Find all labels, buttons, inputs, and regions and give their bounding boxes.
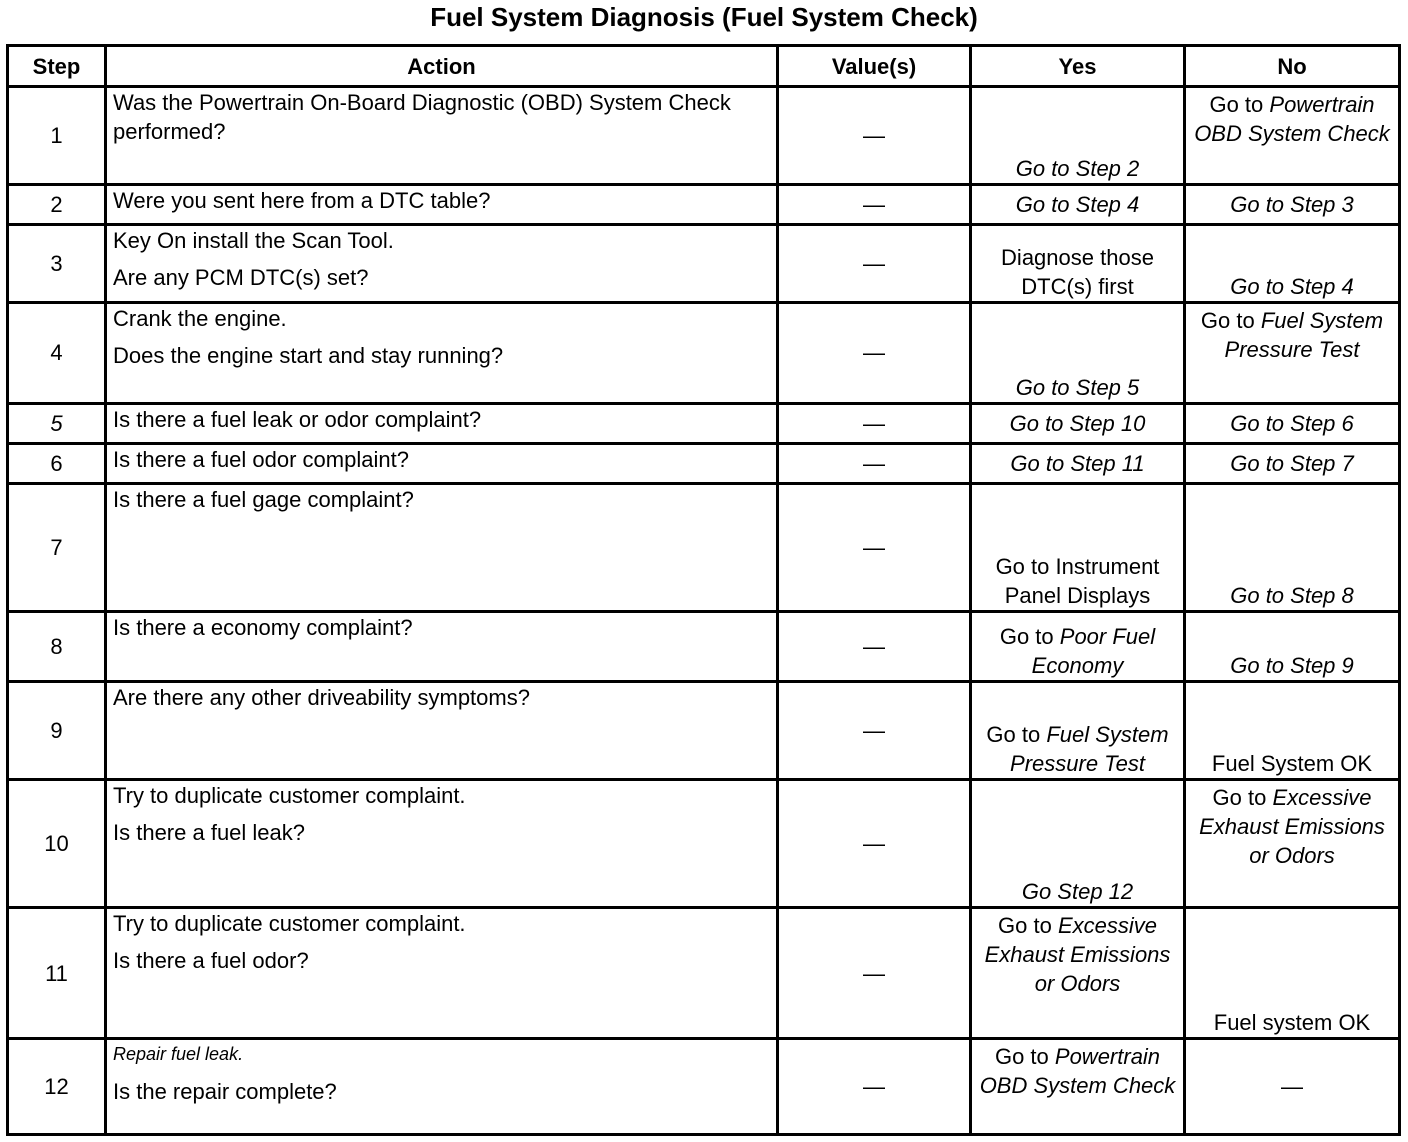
header-action: Action — [106, 46, 778, 87]
yes-text: Go to — [994, 1043, 1049, 1069]
no-cell — [1185, 185, 1400, 225]
no-cell — [1185, 87, 1400, 185]
no-cell — [1185, 780, 1400, 908]
yes-link: Go to Step 11 — [1010, 450, 1145, 476]
no-cell — [1185, 403, 1400, 443]
no-link: Excessive Exhaust Emissions or Odors — [1199, 785, 1385, 869]
value-cell: — — [778, 225, 971, 303]
yes-text: Go to Instrument Panel Displays — [995, 553, 1160, 608]
table-row — [8, 185, 1400, 225]
value-cell: — — [778, 611, 971, 681]
table-row — [8, 443, 1400, 483]
no-text: Go to — [1209, 92, 1264, 117]
yes-cell — [971, 443, 1185, 483]
table-row — [8, 403, 1400, 443]
yes-link: Go Step 12 — [1021, 879, 1134, 905]
table-row — [8, 780, 1400, 908]
diagnosis-table — [6, 44, 1401, 1136]
action-line: Was the Powertrain On-Board Diagnostic (OBD) System Check performed? — [113, 90, 731, 144]
action-cell — [106, 225, 778, 303]
value-cell: — — [778, 185, 971, 225]
no-link: Powertrain OBD System Check — [1194, 92, 1390, 146]
value-cell: — — [778, 780, 971, 908]
action-cell — [106, 87, 778, 185]
yes-cell — [971, 483, 1185, 611]
yes-cell — [971, 303, 1185, 403]
action-line: Is there a fuel odor complaint? — [113, 446, 409, 472]
value-cell: — — [778, 403, 971, 443]
step-number: 11 — [8, 908, 106, 1038]
yes-link: Powertrain OBD System Check — [979, 1043, 1176, 1098]
yes-text: Go to — [999, 624, 1054, 650]
yes-cell — [971, 185, 1185, 225]
table-row — [8, 87, 1400, 185]
no-cell — [1185, 682, 1400, 780]
yes-link: Excessive Exhaust Emissions or Odors — [984, 913, 1171, 997]
table-row — [8, 483, 1400, 611]
action-line: Does the engine start and stay running? — [113, 343, 504, 369]
no-text: — — [1281, 1073, 1303, 1099]
no-cell — [1185, 483, 1400, 611]
no-cell — [1185, 443, 1400, 483]
table-row — [8, 611, 1400, 681]
no-cell — [1185, 908, 1400, 1038]
yes-cell — [971, 682, 1185, 780]
yes-link: Fuel System Pressure Test — [1010, 722, 1169, 777]
action-cell — [106, 303, 778, 403]
no-link: Go to Step 4 — [1230, 274, 1354, 300]
table-row — [8, 682, 1400, 780]
action-line: Crank the engine. — [113, 306, 287, 332]
yes-link: Go to Step 10 — [1009, 410, 1146, 436]
action-line: Is there a fuel leak or odor complaint? — [113, 406, 482, 432]
header-yes: Yes — [971, 46, 1185, 87]
action-line: Is there a fuel gage complaint? — [113, 486, 414, 512]
action-line: Repair fuel leak. — [113, 1043, 244, 1064]
table-header-row — [8, 46, 1400, 87]
action-cell — [106, 780, 778, 908]
action-line: Is there a fuel odor? — [113, 948, 309, 974]
step-number: 7 — [8, 483, 106, 611]
table-row — [8, 225, 1400, 303]
step-number: 1 — [8, 87, 106, 185]
no-link: Go to Step 9 — [1230, 653, 1354, 679]
step-number: 6 — [8, 443, 106, 483]
no-link: Fuel System Pressure Test — [1224, 308, 1384, 363]
yes-text: Go to — [998, 913, 1052, 939]
no-cell — [1185, 611, 1400, 681]
table-row — [8, 908, 1400, 1038]
value-cell: — — [778, 303, 971, 403]
yes-text: Go to — [986, 722, 1041, 748]
value-cell: — — [778, 443, 971, 483]
no-link: Go to Step 3 — [1230, 192, 1354, 218]
no-cell — [1185, 303, 1400, 403]
no-cell — [1185, 1038, 1400, 1134]
value-cell: — — [778, 908, 971, 1038]
yes-cell — [971, 611, 1185, 681]
table-row — [8, 1038, 1400, 1134]
yes-cell — [971, 1038, 1185, 1134]
action-cell — [106, 611, 778, 681]
page-title: Fuel System Diagnosis (Fuel System Check) — [430, 2, 978, 32]
value-cell: — — [778, 1038, 971, 1134]
header-step: Step — [8, 46, 106, 87]
action-line: Is there a economy complaint? — [113, 614, 413, 640]
yes-link: Go to Step 4 — [1015, 192, 1140, 218]
no-text: Go to — [1212, 785, 1267, 811]
yes-link: Poor Fuel Economy — [1031, 624, 1156, 679]
value-cell: — — [778, 483, 971, 611]
yes-cell — [971, 225, 1185, 303]
action-line: Is the repair complete? — [113, 1078, 337, 1104]
yes-cell — [971, 87, 1185, 185]
action-line: Is there a fuel leak? — [113, 820, 306, 846]
step-number: 8 — [8, 611, 106, 681]
step-number: 2 — [8, 185, 106, 225]
action-cell — [106, 1038, 778, 1134]
yes-cell — [971, 403, 1185, 443]
step-number: 10 — [8, 780, 106, 908]
no-text: Go to — [1200, 308, 1255, 334]
value-cell: — — [778, 87, 971, 185]
yes-cell — [971, 908, 1185, 1038]
action-cell — [106, 682, 778, 780]
action-cell — [106, 403, 778, 443]
action-cell — [106, 908, 778, 1038]
no-link: Go to Step 7 — [1230, 450, 1354, 476]
yes-text: Diagnose those DTC(s) first — [1001, 245, 1154, 300]
header-no: No — [1185, 46, 1400, 87]
no-text: Fuel System OK — [1211, 751, 1373, 777]
action-cell — [106, 185, 778, 225]
step-number: 4 — [8, 303, 106, 403]
action-line: Are any PCM DTC(s) set? — [113, 265, 369, 291]
yes-cell — [971, 780, 1185, 908]
action-line: Try to duplicate customer complaint. — [113, 911, 466, 937]
action-line: Are there any other driveability symptoms? — [113, 685, 530, 711]
header-values: Value(s) — [778, 46, 971, 87]
yes-link: Go to Step 2 — [1015, 156, 1140, 182]
step-number: 12 — [8, 1038, 106, 1134]
table-row — [8, 303, 1400, 403]
no-cell — [1185, 225, 1400, 303]
action-line: Were you sent here from a DTC table? — [113, 188, 491, 214]
action-cell — [106, 443, 778, 483]
action-line: Try to duplicate customer complaint. — [113, 783, 466, 809]
value-cell: — — [778, 682, 971, 780]
no-link: Go to Step 6 — [1230, 410, 1354, 436]
action-line: Key On install the Scan Tool. — [113, 228, 394, 254]
no-text: Fuel system OK — [1213, 1009, 1371, 1035]
step-number: 5 — [8, 403, 106, 443]
yes-link: Go to Step 5 — [1015, 374, 1140, 400]
no-link: Go to Step 8 — [1230, 582, 1354, 608]
step-number: 9 — [8, 682, 106, 780]
action-cell — [106, 483, 778, 611]
step-number: 3 — [8, 225, 106, 303]
